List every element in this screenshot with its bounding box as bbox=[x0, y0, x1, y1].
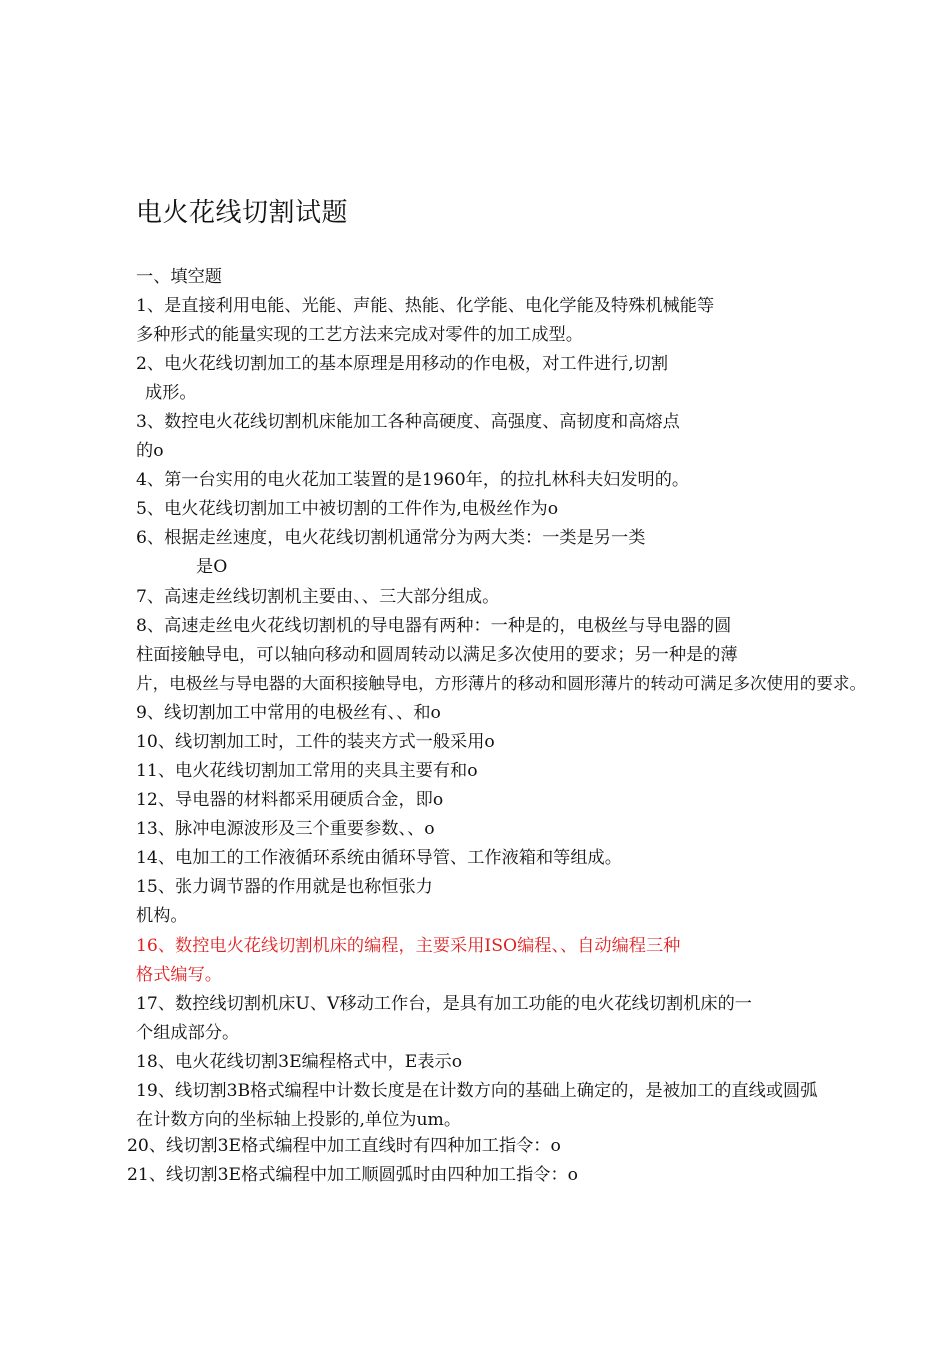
section-heading: 一、填空题 bbox=[136, 267, 222, 287]
question-line: 柱面接触导电，可以轴向移动和圆周转动以满足多次使用的要求；另一种是的薄 bbox=[136, 645, 738, 665]
question-line: 机构。 bbox=[136, 906, 188, 926]
question-line: 21、线切割3E格式编程中加工顺圆弧时由四种加工指令：o bbox=[127, 1165, 579, 1185]
question-line: 1、是直接利用电能、光能、声能、热能、化学能、电化学能及特殊机械能等 bbox=[136, 296, 715, 316]
question-line: 在计数方向的坐标轴上投影的,单位为um。 bbox=[136, 1110, 462, 1130]
question-line: 13、脉冲电源波形及三个重要参数、、o bbox=[136, 819, 435, 839]
question-line: 3、数控电火花线切割机床能加工各种高硬度、高强度、高韧度和高熔点 bbox=[136, 412, 680, 432]
question-line: 10、线切割加工时，工件的装夹方式一般采用o bbox=[136, 732, 495, 752]
question-line: 2、电火花线切割加工的基本原理是用移动的作电极，对工件进行,切割 bbox=[136, 354, 669, 374]
question-line: 的o bbox=[136, 441, 164, 461]
question-line: 15、张力调节器的作用就是也称恒张力 bbox=[136, 877, 433, 897]
question-line: 20、线切割3E格式编程中加工直线时有四种加工指令：o bbox=[127, 1136, 561, 1156]
question-line: 8、高速走丝电火花线切割机的导电器有两种：一种是的，电极丝与导电器的圆 bbox=[136, 616, 732, 636]
question-line: 成形。 bbox=[145, 383, 197, 403]
question-line: 9、线切割加工中常用的电极丝有、、和o bbox=[136, 703, 441, 723]
question-line: 是O bbox=[196, 557, 228, 577]
question-line: 18、电火花线切割3E编程格式中，E表示o bbox=[136, 1052, 463, 1072]
question-line: 12、导电器的材料都采用硬质合金，即o bbox=[136, 790, 444, 810]
document-title: 电火花线切割试题 bbox=[136, 198, 349, 228]
question-line: 多种形式的能量实现的工艺方法来完成对零件的加工成型。 bbox=[136, 325, 583, 345]
question-line: 6、根据走丝速度，电火花线切割机通常分为两大类：一类是另一类 bbox=[136, 528, 646, 548]
question-line-highlighted: 格式编写。 bbox=[136, 965, 222, 985]
question-line-highlighted: 16、数控电火花线切割机床的编程，主要采用ISO编程、、自动编程三种 bbox=[136, 936, 681, 956]
question-line: 19、线切割3B格式编程中计数长度是在计数方向的基础上确定的，是被加工的直线或圆弧 bbox=[136, 1081, 818, 1101]
question-line: 片，电极丝与导电器的大面积接触导电，方形薄片的移动和圆形薄片的转动可满足多次使用的要求。 bbox=[136, 674, 867, 693]
question-line: 7、高速走丝线切割机主要由、、三大部分组成。 bbox=[136, 587, 500, 607]
question-line: 4、第一台实用的电火花加工装置的是1960年，的拉扎林科夫妇发明的。 bbox=[136, 470, 690, 490]
question-line: 个组成部分。 bbox=[136, 1023, 240, 1043]
question-line: 14、电加工的工作液循环系统由循环导管、工作液箱和等组成。 bbox=[136, 848, 622, 868]
question-line: 5、电火花线切割加工中被切割的工件作为,电极丝作为o bbox=[136, 499, 559, 519]
question-line: 17、数控线切割机床U、V移动工作台，是具有加工功能的电火花线切割机床的一 bbox=[136, 994, 752, 1014]
question-line: 11、电火花线切割加工常用的夹具主要有和o bbox=[136, 761, 478, 781]
